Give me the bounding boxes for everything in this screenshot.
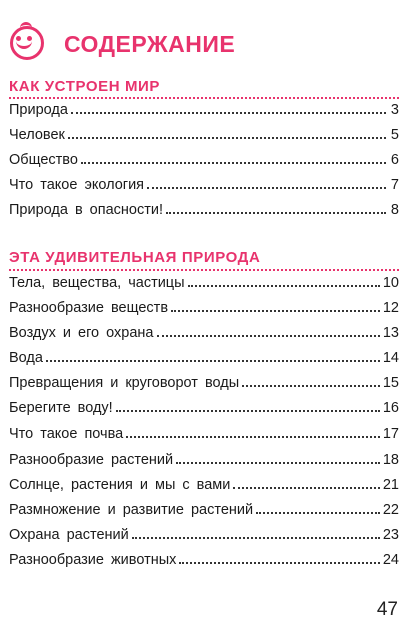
toc-item[interactable] bbox=[9, 521, 399, 543]
toc-item[interactable] bbox=[9, 496, 399, 518]
toc-item-label: Разнообразие растений bbox=[9, 452, 174, 468]
toc-item-label: Превращения и круговорот воды bbox=[9, 375, 240, 391]
toc-item-label: Воздух и его охрана bbox=[9, 325, 154, 341]
dot-leader bbox=[188, 285, 380, 287]
toc-item-label: Охрана растений bbox=[9, 527, 129, 543]
toc-item-label: Вода bbox=[9, 350, 43, 366]
toc-item-label: Что такое почва bbox=[9, 426, 124, 442]
toc-item-page: 22 bbox=[382, 502, 399, 518]
dot-leader bbox=[116, 410, 380, 412]
dot-leader bbox=[71, 112, 386, 114]
toc-item-label: Берегите воду! bbox=[9, 400, 113, 416]
section-heading-2: ЭТА УДИВИТЕЛЬНАЯ ПРИРОДА bbox=[9, 249, 261, 266]
toc-item-page: 23 bbox=[382, 527, 399, 543]
dot-leader bbox=[179, 562, 379, 564]
toc-item[interactable] bbox=[9, 420, 399, 442]
toc-item-label: Человек bbox=[9, 127, 65, 143]
toc-item-label: Что такое экология bbox=[9, 177, 145, 193]
toc-item[interactable] bbox=[9, 546, 399, 568]
toc-item-page: 6 bbox=[390, 152, 399, 168]
toc-item-page: 21 bbox=[382, 477, 399, 493]
dot-leader bbox=[256, 512, 380, 514]
dot-leader bbox=[233, 487, 380, 489]
toc-item-page: 24 bbox=[382, 552, 399, 568]
page-number: 47 bbox=[376, 599, 398, 620]
toc-item-label: Тела, вещества, частицы bbox=[9, 275, 185, 291]
toc-item-page: 10 bbox=[382, 275, 399, 291]
section-heading-1: КАК УСТРОЕН МИР bbox=[9, 78, 161, 95]
toc-item[interactable] bbox=[9, 369, 399, 391]
toc-item-page: 5 bbox=[390, 127, 399, 143]
toc-item-page: 15 bbox=[382, 375, 399, 391]
toc-item-label: Природа в опасности! bbox=[9, 202, 164, 218]
toc-item-page: 17 bbox=[382, 426, 399, 442]
dot-leader bbox=[68, 137, 386, 139]
toc-item[interactable] bbox=[9, 294, 399, 316]
dot-leader bbox=[242, 385, 380, 387]
page-title: СОДЕРЖАНИЕ bbox=[64, 30, 236, 57]
dot-leader bbox=[176, 462, 380, 464]
toc-item[interactable] bbox=[9, 319, 399, 341]
toc-item[interactable] bbox=[9, 121, 399, 143]
toc-item-page: 16 bbox=[382, 400, 399, 416]
dot-leader bbox=[132, 537, 380, 539]
toc-item[interactable] bbox=[9, 446, 399, 468]
toc-item-page: 18 bbox=[382, 452, 399, 468]
toc-item-label: Общество bbox=[9, 152, 78, 168]
dot-leader bbox=[46, 360, 380, 362]
toc-item-page: 13 bbox=[382, 325, 399, 341]
dot-leader bbox=[171, 310, 380, 312]
dot-leader bbox=[157, 335, 380, 337]
toc-item-label: Разнообразие веществ bbox=[9, 300, 169, 316]
toc-item-label: Размножение и развитие растений bbox=[9, 502, 254, 518]
dot-leader bbox=[126, 436, 380, 438]
toc-item-label: Солнце, растения и мы с вами bbox=[9, 477, 231, 493]
toc-item[interactable] bbox=[9, 171, 399, 193]
toc-item[interactable] bbox=[9, 394, 399, 416]
toc-item[interactable] bbox=[9, 96, 399, 118]
toc-item-page: 7 bbox=[390, 177, 399, 193]
toc-item-page: 8 bbox=[390, 202, 399, 218]
toc-item[interactable] bbox=[9, 196, 399, 218]
toc-item-page: 12 bbox=[382, 300, 399, 316]
toc-item[interactable] bbox=[9, 146, 399, 168]
toc-item-page: 14 bbox=[382, 350, 399, 366]
smiling-face-icon bbox=[8, 24, 50, 64]
dot-leader bbox=[147, 187, 386, 189]
dot-leader bbox=[166, 212, 386, 214]
dot-leader bbox=[81, 162, 386, 164]
toc-header bbox=[8, 24, 235, 64]
toc-item-label: Природа bbox=[9, 102, 68, 118]
toc-item[interactable] bbox=[9, 471, 399, 493]
toc-item-page: 3 bbox=[390, 102, 399, 118]
toc-item[interactable] bbox=[9, 269, 399, 291]
toc-item-label: Разнообразие животных bbox=[9, 552, 177, 568]
toc-item[interactable] bbox=[9, 344, 399, 366]
